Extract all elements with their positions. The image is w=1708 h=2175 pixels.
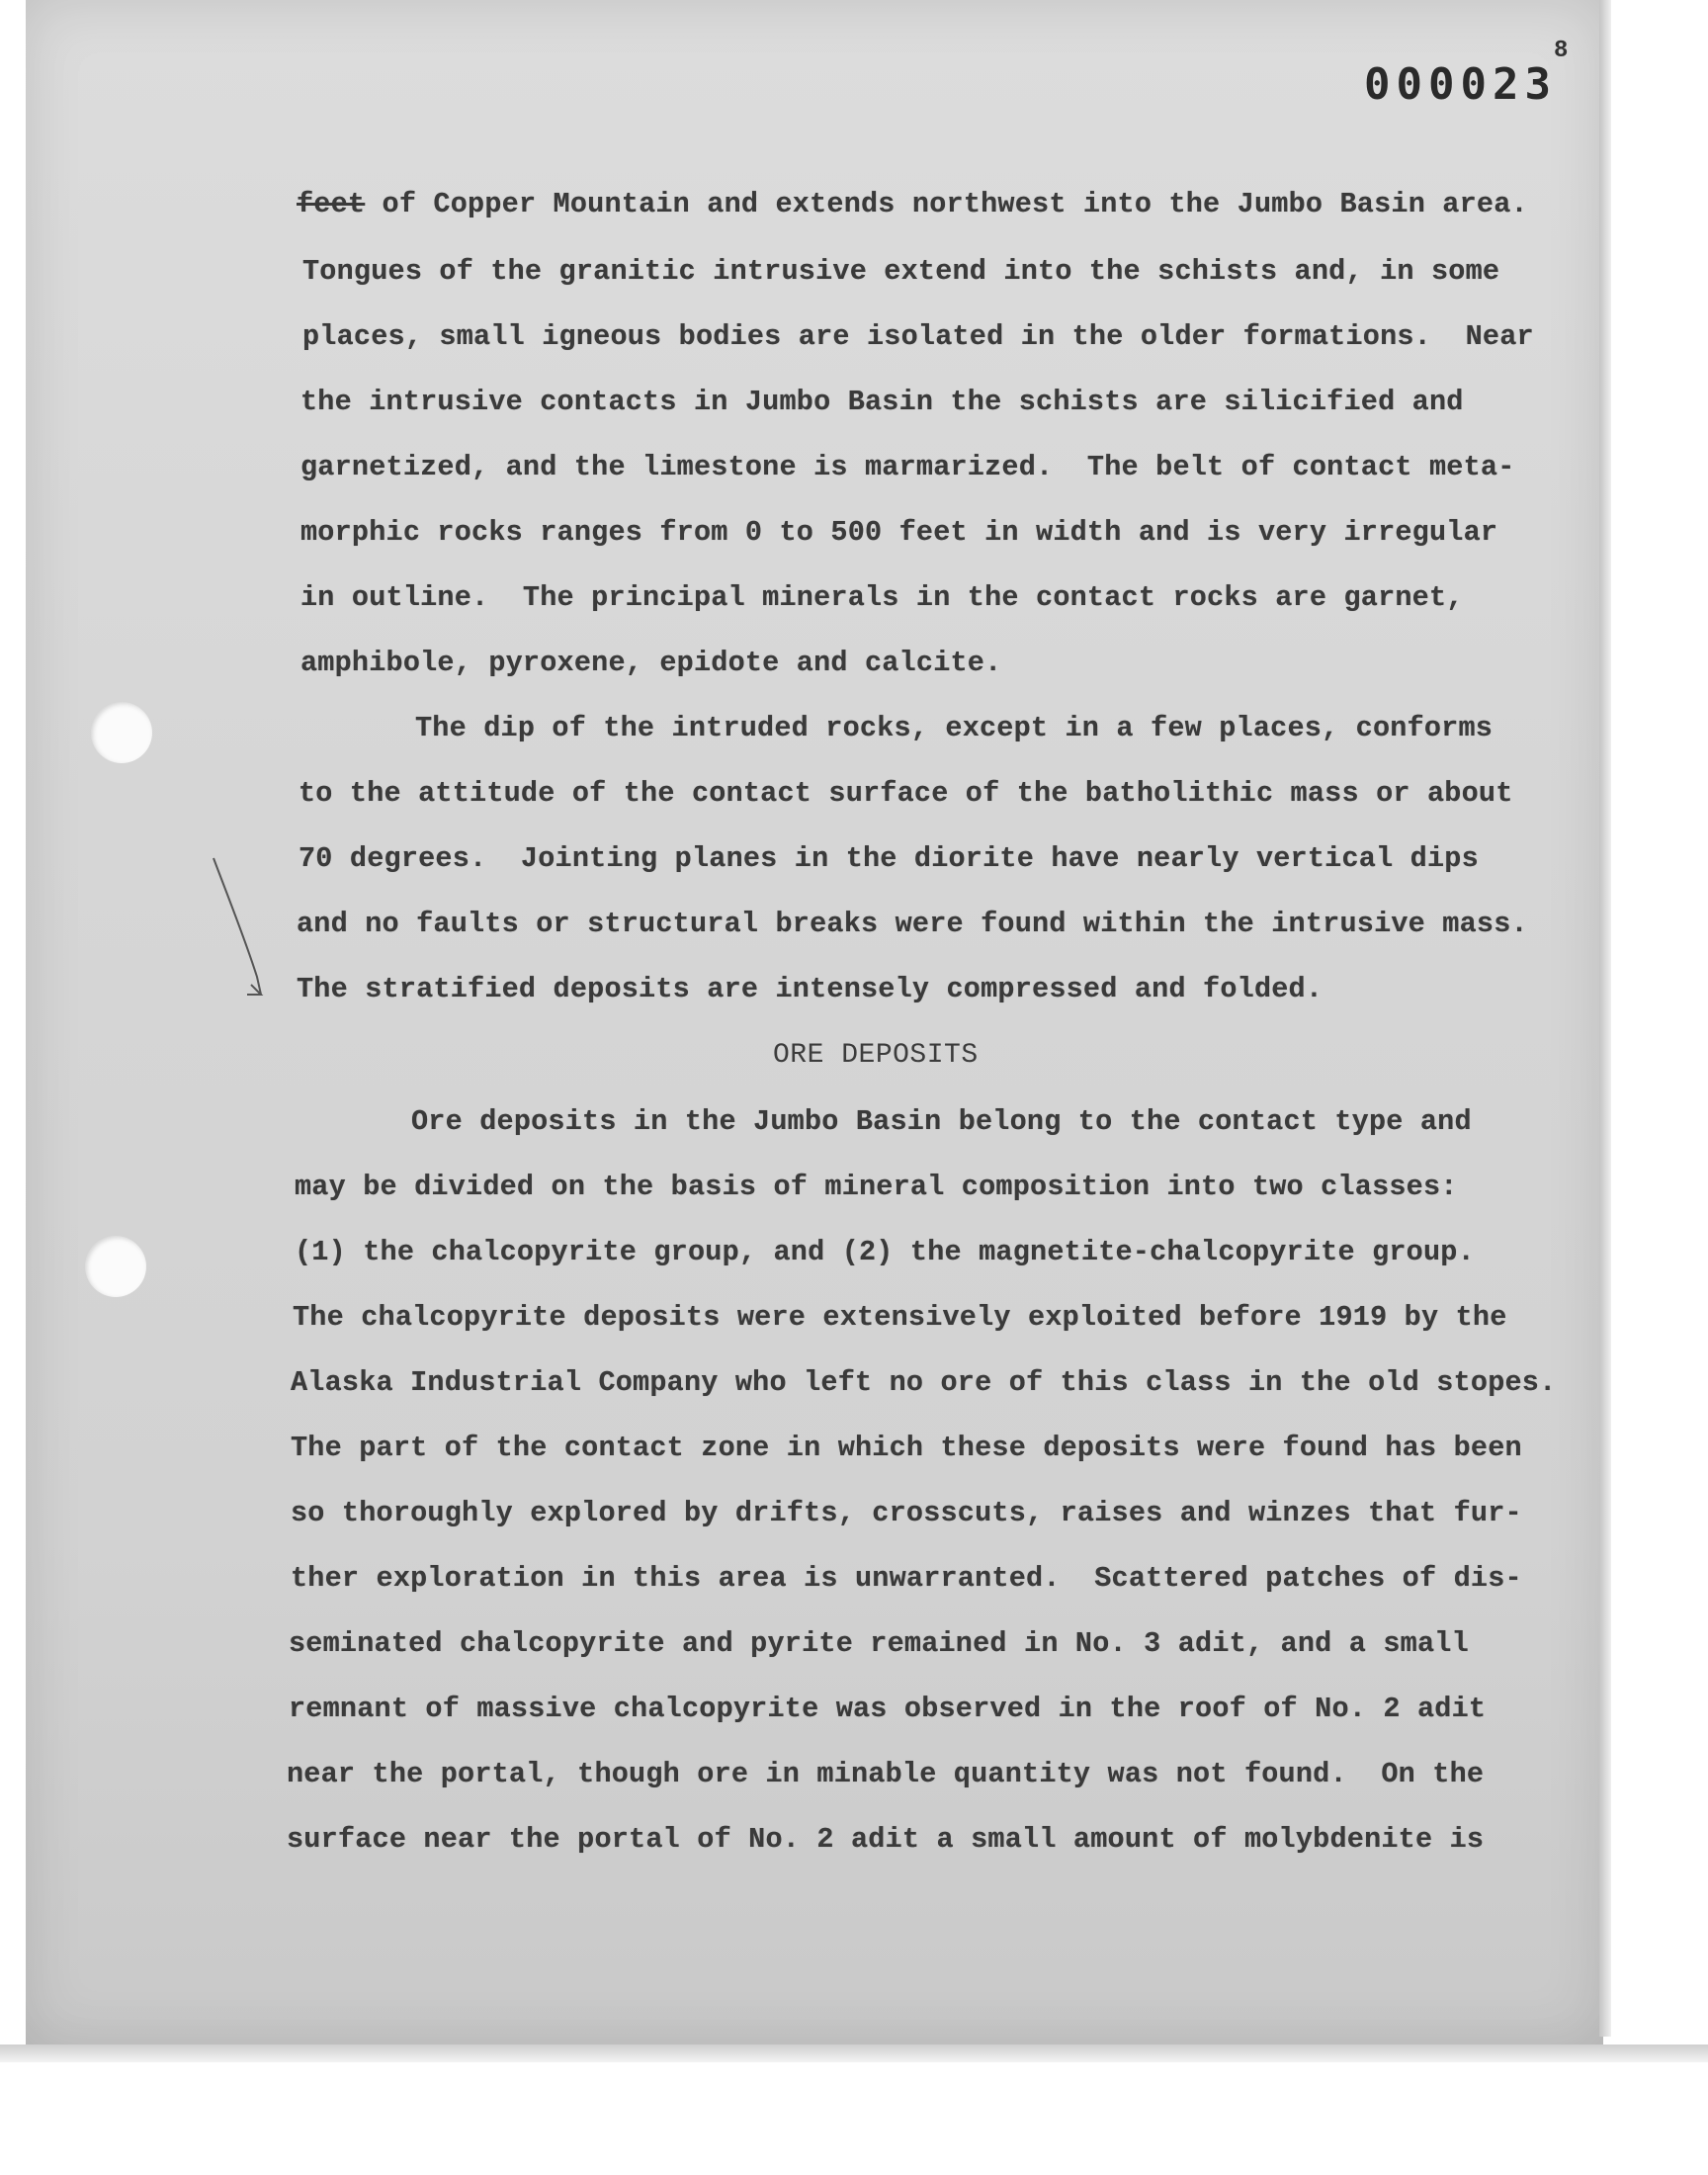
text-line: The stratified deposits are intensely compressed and folded. [297, 973, 1324, 1005]
text-line: so thoroughly explored by drifts, crosscuts, raises and winzes that fur- [291, 1497, 1522, 1529]
text-line: seminated chalcopyrite and pyrite remained in No. 3 adit, and a small [289, 1627, 1469, 1660]
text-line: surface near the portal of No. 2 adit a small amount of molybdenite is [287, 1823, 1485, 1856]
punch-hole-bottom [85, 1236, 146, 1297]
text-line: The chalcopyrite deposits were extensively exploited before 1919 by the [293, 1301, 1507, 1334]
text-line: in outline. The principal minerals in the contact rocks are garnet, [300, 581, 1464, 614]
page-number: 8 [1554, 38, 1569, 64]
text-line: near the portal, though ore in minable quantity was not found. On the [287, 1758, 1485, 1790]
text-line: remnant of massive chalcopyrite was observed in the roof of No. 2 adit [289, 1693, 1487, 1725]
text-line: Alaska Industrial Company who left no ore of this class in the old stopes. [291, 1366, 1557, 1399]
line-text: of Copper Mountain and extends northwest into the Jumbo Basin area. [365, 188, 1528, 220]
text-line: amphibole, pyroxene, epidote and calcite. [300, 647, 1002, 679]
text-line: the intrusive contacts in Jumbo Basin the schists are silicified and [300, 386, 1464, 418]
text-line: The dip of the intruded rocks, except in a few places, conforms [415, 712, 1494, 744]
scanned-page [26, 0, 1603, 2044]
text-line: Ore deposits in the Jumbo Basin belong to the contact type and [411, 1105, 1472, 1138]
text-line: Tongues of the granitic intrusive extend into the schists and, in some [302, 255, 1500, 288]
text-line: to the attitude of the contact surface of the batholithic mass or about [299, 777, 1513, 810]
section-heading: ORE DEPOSITS [773, 1040, 979, 1071]
struck-word: feet [297, 188, 366, 220]
page-edge [1599, 0, 1611, 2037]
punch-hole-top [91, 702, 152, 763]
text-line: 70 degrees. Jointing planes in the diorite have nearly vertical dips [299, 842, 1479, 875]
text-line: garnetized, and the limestone is marmarized. The belt of contact meta- [300, 451, 1515, 483]
text-line [297, 188, 1528, 220]
text-line: morphic rocks ranges from 0 to 500 feet in width and is very irregular [300, 516, 1498, 549]
text-line: places, small igneous bodies are isolated in the older formations. Near [302, 320, 1534, 353]
text-line: and no faults or structural breaks were found within the intrusive mass. [297, 908, 1528, 940]
text-line: may be divided on the basis of mineral composition into two classes: [295, 1171, 1458, 1203]
document-stamp-number: 000023 [1364, 59, 1557, 110]
text-line: The part of the contact zone in which these deposits were found has been [291, 1432, 1522, 1464]
page-bottom-edge [0, 2044, 1708, 2062]
text-line: ther exploration in this area is unwarranted. Scattered patches of dis- [291, 1562, 1522, 1595]
margin-pencil-mark [206, 850, 275, 999]
text-line: (1) the chalcopyrite group, and (2) the magnetite-chalcopyrite group. [295, 1236, 1475, 1268]
